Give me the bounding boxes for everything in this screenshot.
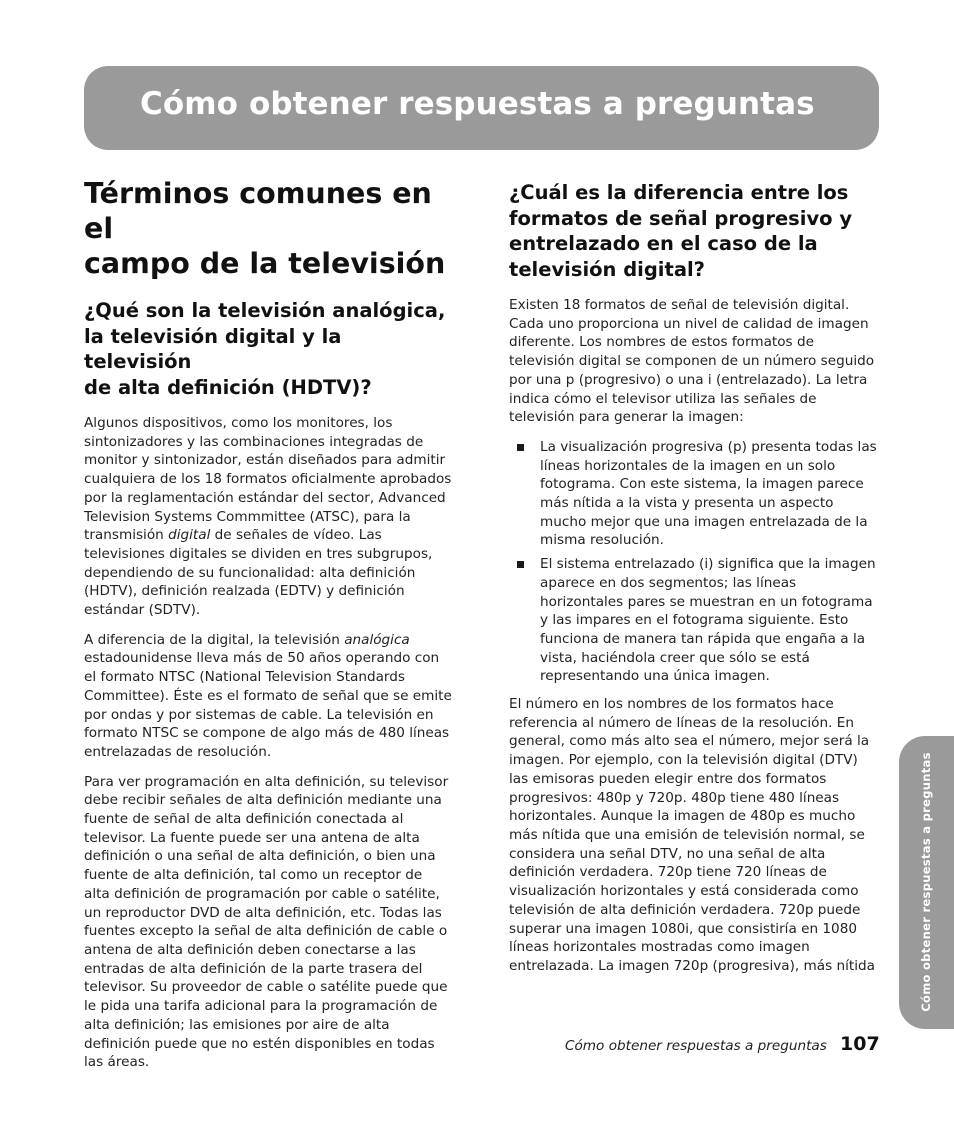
question-line1: ¿Cuál es la diferencia entre los <box>509 181 849 204</box>
paragraph-18-formats: Existen 18 formatos de señal de televisión digital. Cada uno proporciona un nivel de calidad de imagen diferente. Los nombres de estos formatos de televisión digital se componen de un número seguido por una p (progresivo) o una i (entrelazado). La letra indica cómo el televisor utiliza las señales de televisión para generar la imagen: <box>509 297 875 426</box>
paragraph-text: Algunos dispositivos, como los monitores, los sintonizadores y las combinaciones integradas de monitor y sintonizador, están diseñados para admitir cualquiera de los 18 formatos oficialmente aprobados por la reglamentación estándar del sector, Advanced Television Systems Commmittee (ATSC), para la transmisión <box>84 415 452 544</box>
paragraph-text: de señales de vídeo. Las televisiones digitales se dividen en tres subgrupos, dependiendo de su funcionalidad: alta definición (HDTV), definición realzada (EDTV) y definición estándar (SDTV). <box>84 527 433 619</box>
italic-term-digital: digital <box>168 527 211 544</box>
paragraph-text: A diferencia de la digital, la televisión <box>84 631 345 648</box>
list-item-text: El sistema entrelazado (i) significa que la imagen aparece en dos segmentos; las líneas horizontales pares se muestran en un fotograma y las impares en el fotograma siguiente. Esto funciona de manera tan rápida que engaña a la vista, haciéndola creer que sólo se está representando una única imagen. <box>540 556 876 685</box>
list-item <box>509 555 877 686</box>
square-bullet-icon <box>517 561 524 568</box>
paragraph-resolution-lines: El número en los nombres de los formatos hace referencia al número de líneas de la resolución. En general, como más alto sea el número, mejor será la imagen. Por ejemplo, con la televisión digital (DTV) las emisoras pueden elegir entre dos formatos progresivos: 480p y 720p. 480p tiene 480 líneas horizontales. Aunque la imagen de 480p es mucho más nítida que una emisión de televisión normal, se considera una señal DTV, no una señal de alta definición verdadera. 720p tiene 720 líneas de visualización horizontales y está considerada como televisión de alta definición verdadera. 720p puede superar una imagen 1080i, que consistiría en 1080 líneas horizontales mostradas como imagen entrelazada. La imagen 720p (progresiva), más nítida <box>509 696 875 974</box>
side-tab-label: Cómo obtener respuestas a preguntas <box>919 752 933 1012</box>
question-line3: de alta definición (HDTV)? <box>84 375 372 399</box>
question-line2: la televisión digital y la televisión <box>84 324 342 373</box>
section-title <box>84 176 452 281</box>
footer-chapter-title: Cómo obtener respuestas a preguntas <box>565 1038 827 1054</box>
bullet-list <box>509 438 877 686</box>
chapter-side-tab <box>899 736 954 1029</box>
section-title-line2: campo de la televisión <box>84 247 446 280</box>
section-title-line1: Términos comunes en el <box>84 177 432 245</box>
question-line1: ¿Qué son la televisión analógica, <box>84 299 446 322</box>
chapter-banner <box>84 66 879 150</box>
list-item-text: La visualización progresiva (p) presenta todas las líneas horizontales de la imagen en un solo fotograma. Con este sistema, la imagen parece más nítida a la vista y presenta un aspecto mucho mejor que una imagen entrelazada de la misma resolución. <box>540 438 877 549</box>
paragraph-text: estadounidense lleva más de 50 años operando con el formato NTSC (National Television Standards Committee). Éste es el formato de señal que se emite por ondas y por sistemas de cable. La televisión en formato NTSC se compone de algo más de 480 líneas entrelazadas de resolución. <box>84 650 452 760</box>
paragraph-digital-formats <box>84 414 452 620</box>
question-heading-hdtv <box>84 298 452 400</box>
paragraph-analog-ntsc <box>84 631 452 762</box>
question-line2: formatos de señal progresivo y <box>509 206 853 230</box>
chapter-title: Cómo obtener respuestas a preguntas <box>140 86 815 122</box>
question-line4: televisión digital? <box>509 257 705 281</box>
italic-term-analog: analógica <box>344 631 410 648</box>
left-column <box>84 176 452 1083</box>
right-column <box>509 180 877 987</box>
paragraph-hd-sources: Para ver programación en alta definición, su televisor debe recibir señales de alta definición mediante una fuente de señal de alta definición conectada al televisor. La fuente puede ser una antena de alta definición o una señal de alta definición, o bien una fuente de alta definición, tal como un receptor de alta definición de programación por cable o satélite, un reproductor DVD de alta definición, etc. Todas las fuentes excepto la señal de alta definición de cable o antena de alta definición deben conectarse a las entradas de alta definición de la parte trasera del televisor. Su proveedor de cable o satélite puede que le pida una tarifa adicional para la programación de alta definición; las emisiones por aire de alta definición puede que no estén disponibles en todas las áreas. <box>84 773 449 1071</box>
page-number: 107 <box>840 1033 880 1055</box>
square-bullet-icon <box>517 444 524 451</box>
question-line3: entrelazado en el caso de la <box>509 232 818 255</box>
question-heading-progressive-interlaced <box>509 180 877 282</box>
list-item <box>509 438 877 550</box>
